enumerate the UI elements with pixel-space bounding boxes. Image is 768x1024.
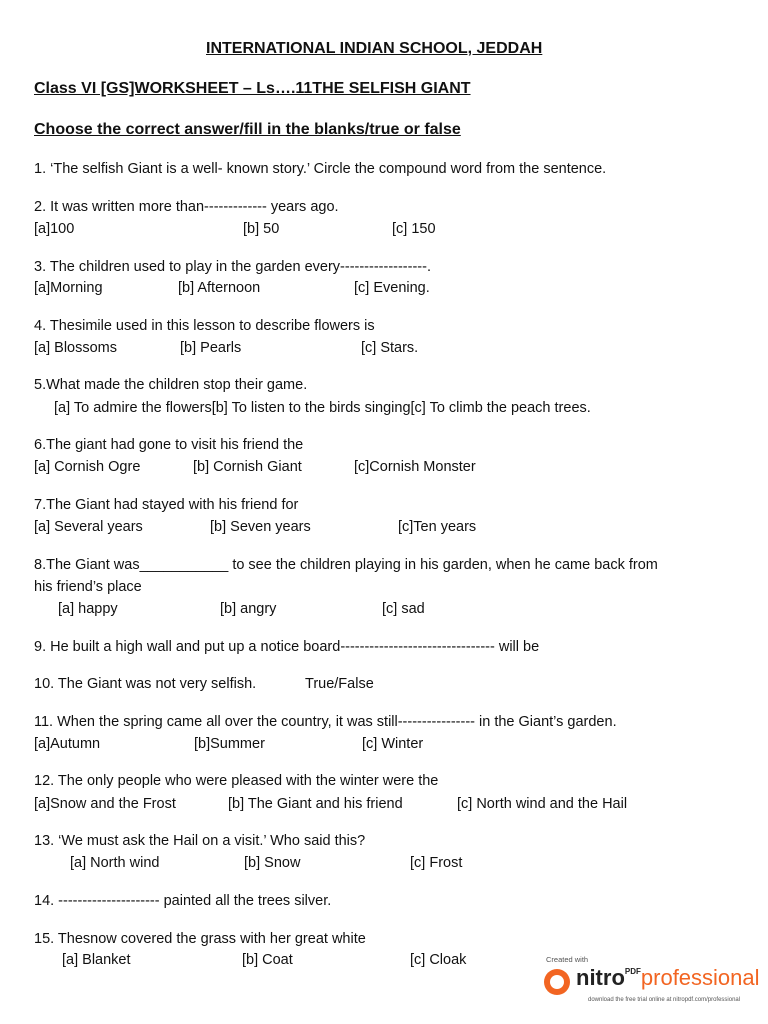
watermark-created-with: Created with [546,955,589,964]
question-9: 9. He built a high wall and put up a notice board-------------------------------- will be [34,639,540,655]
question-3-option-b: [b] Afternoon [178,280,261,296]
question-13-option-c: [c] Frost [410,855,463,871]
question-11-option-c: [c] Winter [362,736,424,752]
question-8-option-c: [c] sad [382,601,425,617]
question-2-option-a: [a]100 [34,221,75,237]
question-6-option-a: [a] Cornish Ogre [34,459,141,475]
watermark-brand-name: nitro [576,965,625,990]
watermark-brand-professional: professional [640,965,760,990]
question-3-option-a: [a]Morning [34,280,103,296]
question-15-option-c: [c] Cloak [410,952,467,968]
question-12-option-b: [b] The Giant and his friend [228,796,403,812]
question-8: 8.The Giant was___________ to see the children playing in his garden, when he came back from [34,557,658,573]
question-7-option-c: [c]Ten years [398,519,477,535]
question-3: 3. The children used to play in the garden every------------------. [34,259,431,275]
question-4: 4. Thesimile used in this lesson to describe flowers is [34,318,375,334]
question-11-option-b: [b]Summer [194,736,265,752]
question-8-option-a: [a] happy [58,601,118,617]
question-2-option-b: [b] 50 [243,221,280,237]
question-8-option-b: [b] angry [220,601,277,617]
question-2-option-c: [c] 150 [392,221,436,237]
question-4-option-c: [c] Stars. [361,340,419,356]
question-3-option-c: [c] Evening. [354,280,430,296]
watermark-tagline: download the free trial online at nitropdf.com/professional [588,997,741,1003]
question-13-option-a: [a] North wind [70,855,160,871]
question-7: 7.The Giant had stayed with his friend for [34,497,299,513]
watermark-brand-sup: PDF [624,967,641,976]
school-title: INTERNATIONAL INDIAN SCHOOL, JEDDAH [206,40,543,57]
instructions-heading: Choose the correct answer/fill in the blanks/true or false [34,121,461,138]
question-12: 12. The only people who were pleased with the winter were the [34,773,439,789]
question-7-option-b: [b] Seven years [210,519,311,535]
question-15-option-a: [a] Blanket [62,952,131,968]
question-11: 11. When the spring came all over the country, it was still---------------- in the Giant’s garden. [34,714,617,730]
question-6: 6.The giant had gone to visit his friend the [34,437,304,453]
question-13-option-b: [b] Snow [244,855,301,871]
worksheet-title: Class VI [GS]WORKSHEET – Ls….11THE SELFISH GIANT [34,80,471,97]
question-8-continued: his friend’s place [34,579,142,595]
question-6-option-c: [c]Cornish Monster [354,459,476,475]
question-11-option-a: [a]Autumn [34,736,101,752]
question-4-option-a: [a] Blossoms [34,340,117,356]
question-5: 5.What made the children stop their game. [34,377,308,393]
question-6-option-b: [b] Cornish Giant [193,459,302,475]
question-7-option-a: [a] Several years [34,519,143,535]
question-5-options: [a] To admire the flowers[b] To listen to the birds singing[c] To climb the peach trees. [54,400,591,416]
nitro-watermark [544,955,768,1024]
question-15-option-b: [b] Coat [242,952,293,968]
question-14: 14. --------------------- painted all the trees silver. [34,893,332,909]
question-10: 10. The Giant was not very selfish. [34,676,257,692]
watermark-brand [576,965,760,991]
question-2: 2. It was written more than------------- years ago. [34,199,339,215]
question-15: 15. Thesnow covered the grass with her great white [34,931,366,947]
question-10-true-false: True/False [305,676,374,692]
question-12-option-c: [c] North wind and the Hail [457,796,628,812]
question-1: 1. ‘The selfish Giant is a well- known story.’ Circle the compound word from the sentence. [34,161,607,177]
nitro-logo-icon [544,969,570,995]
question-4-option-b: [b] Pearls [180,340,242,356]
question-13: 13. ‘We must ask the Hail on a visit.’ Who said this? [34,833,366,849]
question-12-option-a: [a]Snow and the Frost [34,796,176,812]
